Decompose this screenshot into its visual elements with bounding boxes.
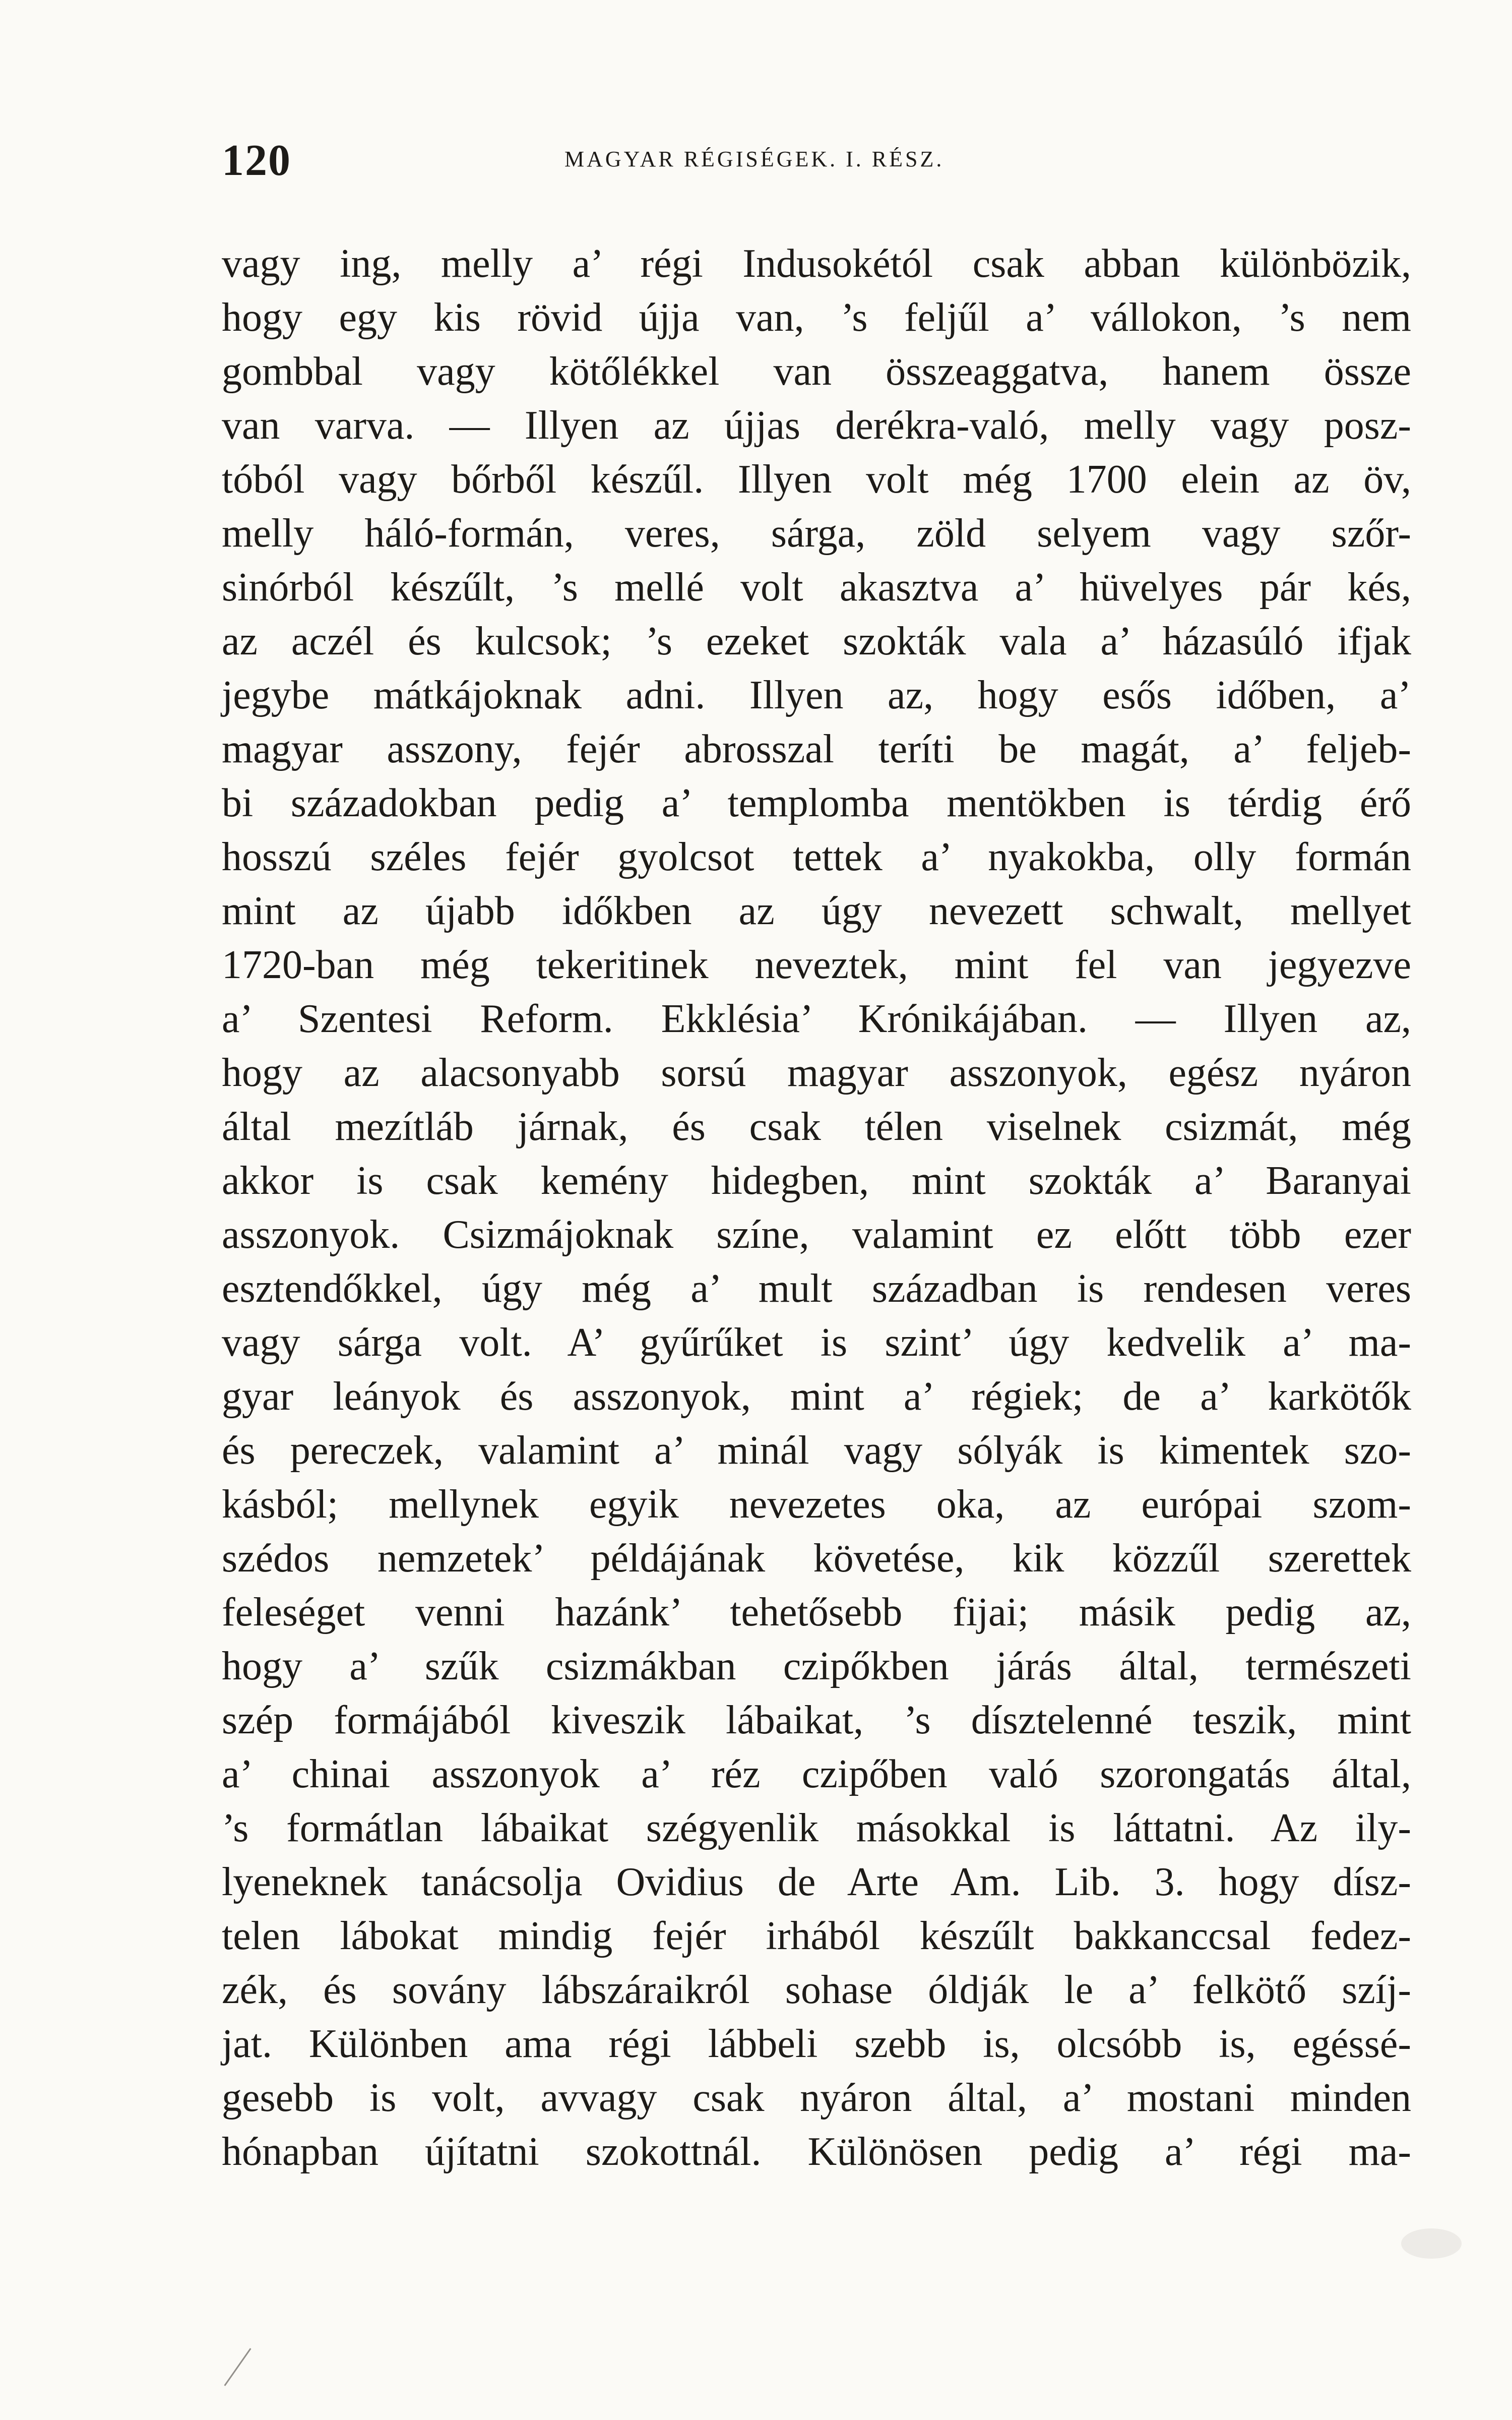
text-line: ’s formátlan lábaikat szégyenlik másokkal is láttatni. Az ily-	[222, 1806, 1411, 1850]
text-line: magyar asszony, fejér abrosszal teríti be magát, a’ feljeb-	[222, 727, 1411, 771]
body-text	[222, 237, 1411, 2179]
text-line: feleséget venni hazánk’ tehetősebb fijai; másik pedig az,	[222, 1590, 1411, 1635]
text-line: gyar leányok és asszonyok, mint a’ régiek; de a’ karkötők	[222, 1374, 1411, 1419]
stray-pen-mark	[224, 2348, 251, 2386]
text-line: mint az újabb időkben az úgy nevezett schwalt, mellyet	[222, 889, 1411, 933]
text-line: jat. Különben ama régi lábbeli szebb is, olcsóbb is, egéssé-	[222, 2022, 1411, 2066]
text-line: szédos nemzetek’ példájának követése, kik közzűl szerettek	[222, 1536, 1411, 1581]
text-line: által mezítláb járnak, és csak télen viselnek csizmát, még	[222, 1105, 1411, 1149]
text-line: hosszú széles fejér gyolcsot tettek a’ nyakokba, olly formán	[222, 835, 1411, 879]
text-line: asszonyok. Csizmájoknak színe, valamint ez előtt több ezer	[222, 1213, 1411, 1257]
text-line: hogy egy kis rövid újja van, ’s feljűl a’ vállokon, ’s nem	[222, 295, 1411, 340]
text-line: akkor is csak kemény hidegben, mint szokták a’ Baranyai	[222, 1159, 1411, 1203]
text-line: van varva. — Illyen az újjas derékra-való, melly vagy posz-	[222, 403, 1411, 448]
text-line: kásból; mellynek egyik nevezetes oka, az európai szom-	[222, 1482, 1411, 1527]
text-line: telen lábokat mindig fejér irhából készűlt bakkanccsal fedez-	[222, 1914, 1411, 1958]
text-line: a’ Szentesi Reform. Ekklésia’ Krónikájában. — Illyen az,	[222, 997, 1411, 1041]
text-line: hogy a’ szűk csizmákban czipőkben járás által, természeti	[222, 1644, 1411, 1688]
text-line: szép formájából kiveszik lábaikat, ’s dísztelenné teszik, mint	[222, 1698, 1411, 1742]
text-line: vagy ing, melly a’ régi Indusokétól csak abban különbözik,	[222, 241, 1411, 286]
text-line: zék, és sovány lábszáraikról sohase óldják le a’ felkötő szíj-	[222, 1968, 1411, 2012]
text-line: tóból vagy bőrből készűl. Illyen volt még 1700 elein az öv,	[222, 457, 1411, 502]
paper-smudge	[1401, 2228, 1462, 2259]
text-line: az aczél és kulcsok; ’s ezeket szokták vala a’ házasúló ifjak	[222, 619, 1411, 663]
text-line: hónapban újítatni szokottnál. Különösen pedig a’ régi ma-	[222, 2130, 1411, 2174]
text-line: jegybe mátkájoknak adni. Illyen az, hogy esős időben, a’	[222, 673, 1411, 717]
text-line: esztendőkkel, úgy még a’ mult században is rendesen veres	[222, 1266, 1411, 1311]
text-line: bi századokban pedig a’ templomba mentökben is térdig érő	[222, 781, 1411, 825]
text-line: a’ chinai asszonyok a’ réz czipőben való szorongatás által,	[222, 1752, 1411, 1796]
text-line: és pereczek, valamint a’ minál vagy sólyák is kimentek szo-	[222, 1428, 1411, 1473]
text-line: sinórból készűlt, ’s mellé volt akasztva a’ hüvelyes pár kés,	[222, 565, 1411, 610]
page-number: 120	[222, 136, 291, 185]
text-line: gesebb is volt, avvagy csak nyáron által, a’ mostani minden	[222, 2076, 1411, 2120]
text-line: hogy az alacsonyabb sorsú magyar asszonyok, egész nyáron	[222, 1051, 1411, 1095]
text-line: gombbal vagy kötőlékkel van összeaggatva, hanem össze	[222, 349, 1411, 394]
page-header	[222, 135, 1411, 191]
text-line: vagy sárga volt. A’ gyűrűket is szint’ úgy kedvelik a’ ma-	[222, 1320, 1411, 1365]
text-line: 1720-ban még tekeritinek neveztek, mint fel van jegyezve	[222, 943, 1411, 987]
text-line: lyeneknek tanácsolja Ovidius de Arte Am. Lib. 3. hogy dísz-	[222, 1860, 1411, 1904]
running-head: MAGYAR RÉGISÉGEK. I. RÉSZ.	[564, 147, 944, 171]
text-line: melly háló-formán, veres, sárga, zöld selyem vagy szőr-	[222, 511, 1411, 556]
